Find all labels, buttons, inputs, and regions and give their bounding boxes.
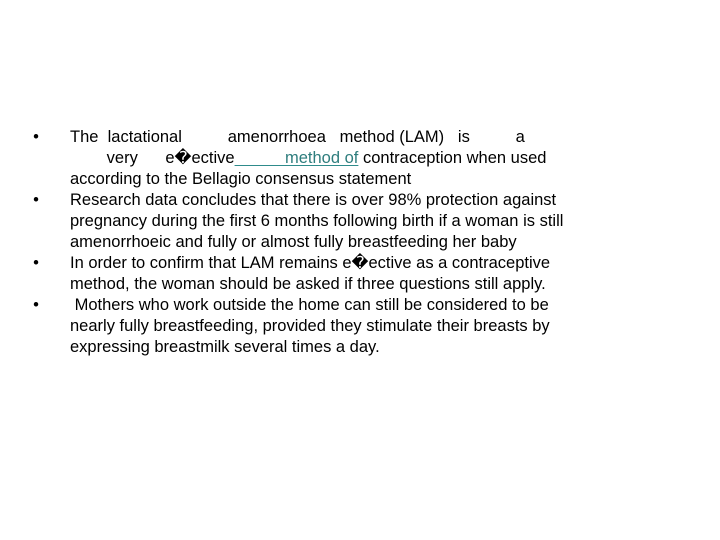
bullet-line bbox=[70, 148, 670, 169]
bullet-item bbox=[30, 253, 670, 295]
bullet-line bbox=[70, 274, 670, 295]
bullet-text: In order to confirm that LAM remains e�ective as a contraceptive bbox=[70, 254, 551, 272]
bullet-text: Mothers who work outside the home can still be considered to be bbox=[70, 296, 549, 314]
hyperlink-text[interactable]: method of bbox=[285, 149, 359, 167]
bullet-line bbox=[70, 211, 670, 232]
bullet-item bbox=[30, 190, 670, 253]
bullet-line bbox=[70, 232, 670, 253]
bullet-text: according to the Bellagio consensus statement bbox=[70, 170, 412, 188]
bullet-marker: • bbox=[33, 128, 39, 146]
bullet-text: pregnancy during the first 6 months following birth if a woman is still bbox=[70, 212, 564, 230]
bullet-line bbox=[70, 253, 670, 274]
bullet-line bbox=[70, 190, 670, 211]
bullet-text: The lactational amenorrhoea method (LAM) is a bbox=[70, 128, 525, 146]
bullet-list bbox=[30, 127, 670, 358]
bullet-text: contraception when used bbox=[358, 149, 547, 167]
bullet-text: amenorrhoeic and fully or almost fully breastfeeding her baby bbox=[70, 233, 517, 251]
bullet-text: expressing breastmilk several times a day. bbox=[70, 338, 380, 356]
bullet-item bbox=[30, 127, 670, 190]
bullet-marker: • bbox=[33, 191, 39, 209]
bullet-text: nearly fully breastfeeding, provided they stimulate their breasts by bbox=[70, 317, 550, 335]
bullet-line bbox=[70, 316, 670, 337]
bullet-text: method, the woman should be asked if three questions still apply. bbox=[70, 275, 546, 293]
bullet-marker: • bbox=[33, 254, 39, 272]
bullet-text: very e�ective bbox=[70, 149, 235, 167]
bullet-line bbox=[70, 337, 670, 358]
bullet-line bbox=[70, 127, 670, 148]
bullet-line bbox=[70, 295, 670, 316]
bullet-marker: • bbox=[33, 296, 39, 314]
bullet-item bbox=[30, 295, 670, 358]
bullet-text: Research data concludes that there is over 98% protection against bbox=[70, 191, 557, 209]
bullet-line bbox=[70, 169, 670, 190]
hyperlink-text[interactable] bbox=[235, 149, 285, 167]
